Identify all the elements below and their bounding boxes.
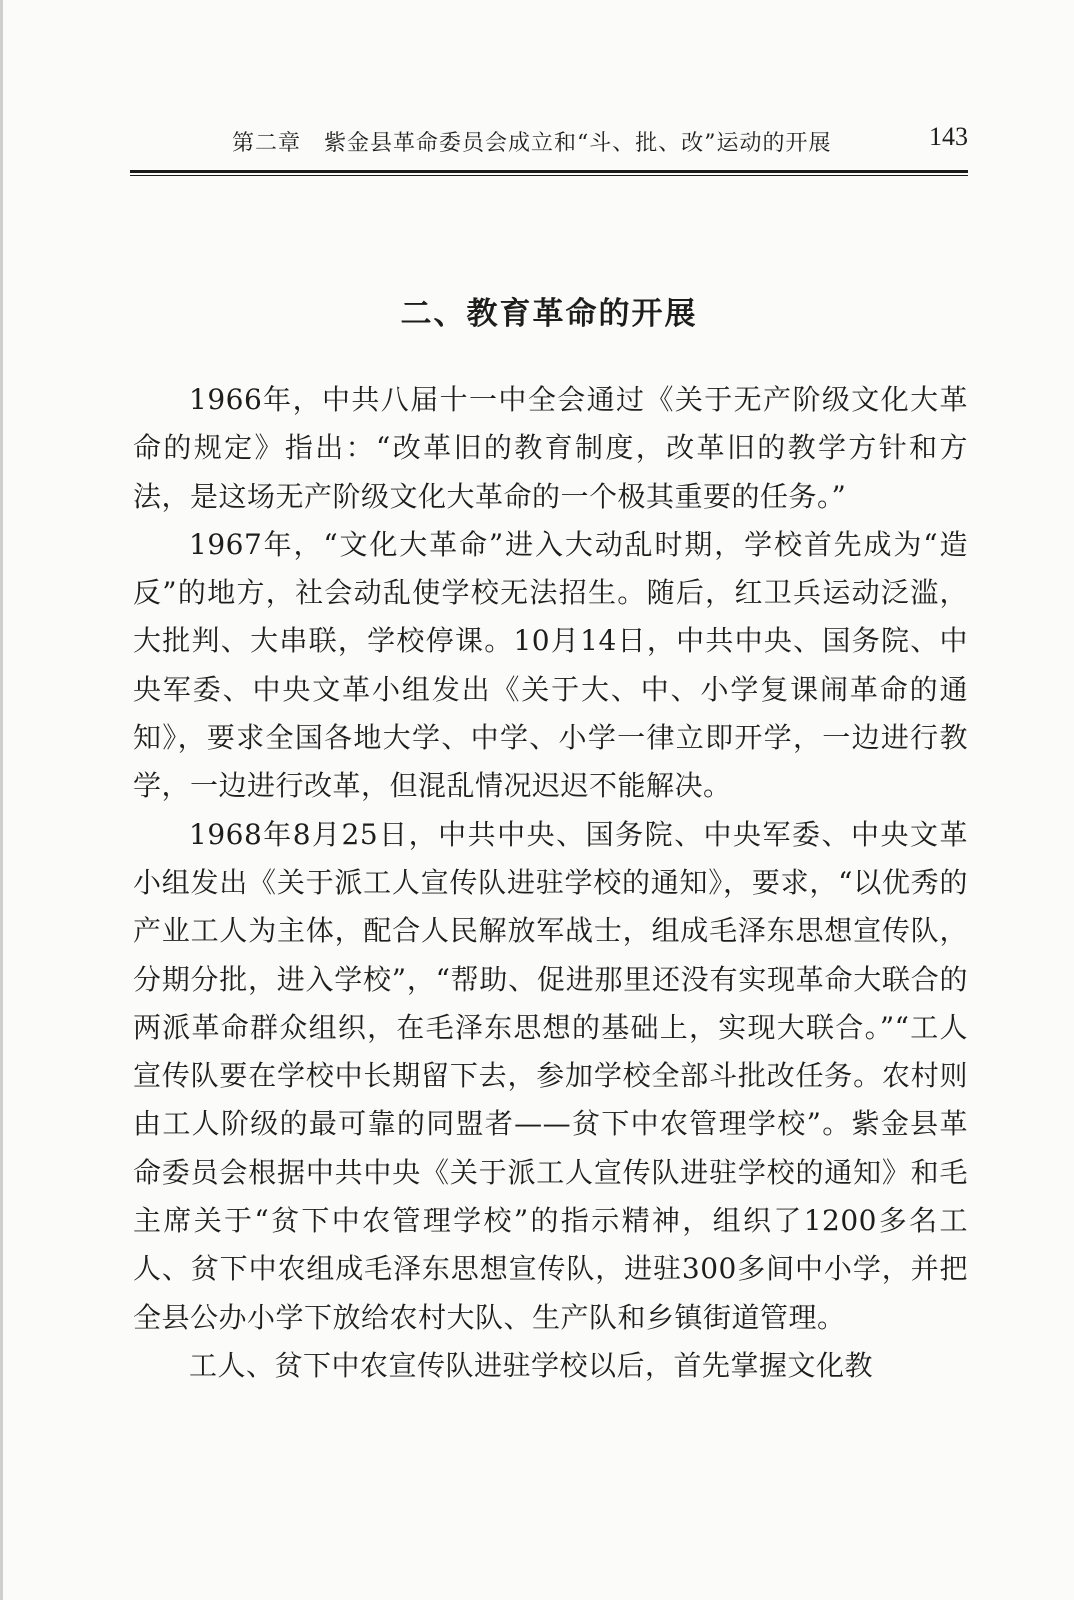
section-title: 二、教育革命的开展	[400, 296, 698, 332]
paragraph-2: 1967年，“文化大革命”进入大动乱时期，学校首先成为“造反”的地方，社会动乱使学校无法招生。随后，红卫兵运动泛滥，大批判、大串联，学校停课。10月14日，中共中央、国务院、中央军委、中央文革小组发出《关于大、中、小学复课闹革命的通知》，要求全国各地大学、中学、小学一律立即开学，一边进行教学，一边进行改革，但混乱情况迟迟不能解决。	[133, 527, 968, 803]
running-header	[130, 118, 968, 164]
body-text	[133, 376, 968, 1390]
header-rule-thick	[130, 170, 968, 173]
paragraph-4: 工人、贫下中农宣传队进驻学校以后，首先掌握文化教	[189, 1348, 874, 1382]
paragraph-3: 1968年8月25日，中共中央、国务院、中央军委、中央文革小组发出《关于派工人宣传队进驻学校的通知》，要求，“以优秀的产业工人为主体，配合人民解放军战士，组成毛泽东思想宣传队，分期分批，进入学校”，“帮助、促进那里还没有实现革命大联合的两派革命群众组织，在毛泽东思想的基础上，实现大联合。”“工人宣传队要在学校中长期留下去，参加学校全部斗批改任务。农村则由工人阶级的最可靠的同盟者——贫下中农管理学校”。紫金县革命委员会根据中共中央《关于派工人宣传队进驻学校的通知》和毛主席关于“贫下中农管理学校”的指示精神，组织了1200多名工人、贫下中农组成毛泽东思想宣传队，进驻300多间中小学，并把全县公办小学下放给农村大队、生产队和乡镇街道管理。	[133, 817, 968, 1334]
page-edge	[0, 0, 3, 1600]
paragraph-1: 1966年，中共八届十一中全会通过《关于无产阶级文化大革命的规定》指出：“改革旧的教育制度，改革旧的教学方针和方法，是这场无产阶级文化大革命的一个极其重要的任务。”	[133, 383, 968, 513]
header-rule-thin	[130, 175, 968, 176]
page-number: 143	[929, 122, 968, 151]
chapter-heading: 第二章 紫金县革命委员会成立和“斗、批、改”运动的开展	[232, 131, 832, 156]
